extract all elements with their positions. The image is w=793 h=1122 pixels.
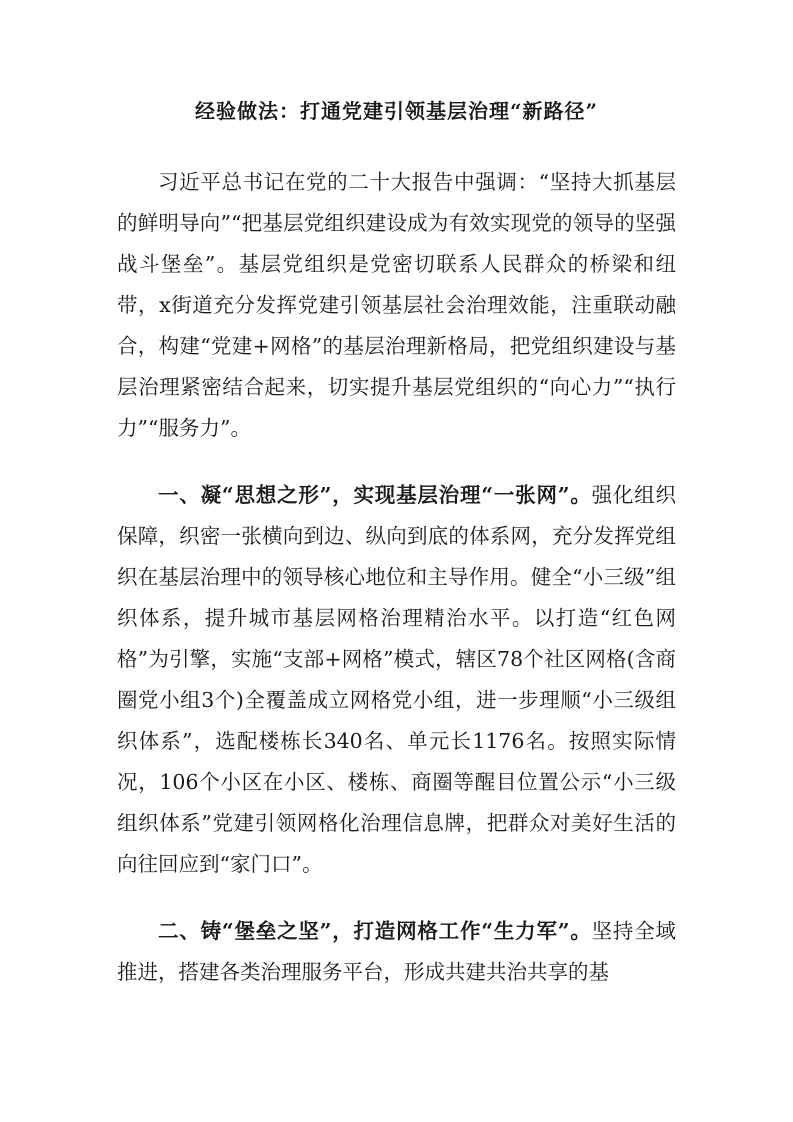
section-2-heading: 二、铸“堡垒之坚”，打造网格工作“生力军”。 xyxy=(158,919,592,943)
intro-paragraph: 习近平总书记在党的二十大报告中强调：“坚持大抓基层的鲜明导向”“把基层党组织建设成为有效实现党的领导的坚强战斗堡垒”。基层党组织是党密切联系人民群众的桥梁和纽带，x街道充分发挥党建引领基层社会治理效能，注重联动融合，构建“党建+网格”的基层治理新格局，把党组织建设与基层治理紧密结合起来，切实提升基层党组织的“向心力”“执行力”“服务力”。 xyxy=(117,170,676,440)
document-title: 经验做法：打通党建引领基层治理“新路径” xyxy=(194,99,598,123)
section-1-heading: 一、凝“思想之形”，实现基层治理“一张网”。 xyxy=(158,483,592,507)
section-1-body: 强化组织保障，织密一张横向到边、纵向到底的体系网，充分发挥党组织在基层治理中的领导核心地位和主导作用。健全“小三级”组织体系，提升城市基层网格治理精治水平。以打造“红色网格”为引擎，实施“支部+网格”模式，辖区78个社区网格(含商圈党小组3个)全覆盖成立网格党小组，进一步理顺“小三级组织体系”，选配楼栋长340名、单元长1176名。按照实际情况，106个小区在小区、楼栋、商圈等醒目位置公示“小三级组织体系”党建引领网格化治理信息牌，把群众对美好生活的向往回应到“家门口”。 xyxy=(117,483,677,876)
section-2-body: 坚持全域推进，搭建各类治理服务平台，形成共建共治共享的基 xyxy=(117,919,677,984)
section-1-paragraph xyxy=(117,475,676,885)
section-2-paragraph xyxy=(117,911,676,993)
